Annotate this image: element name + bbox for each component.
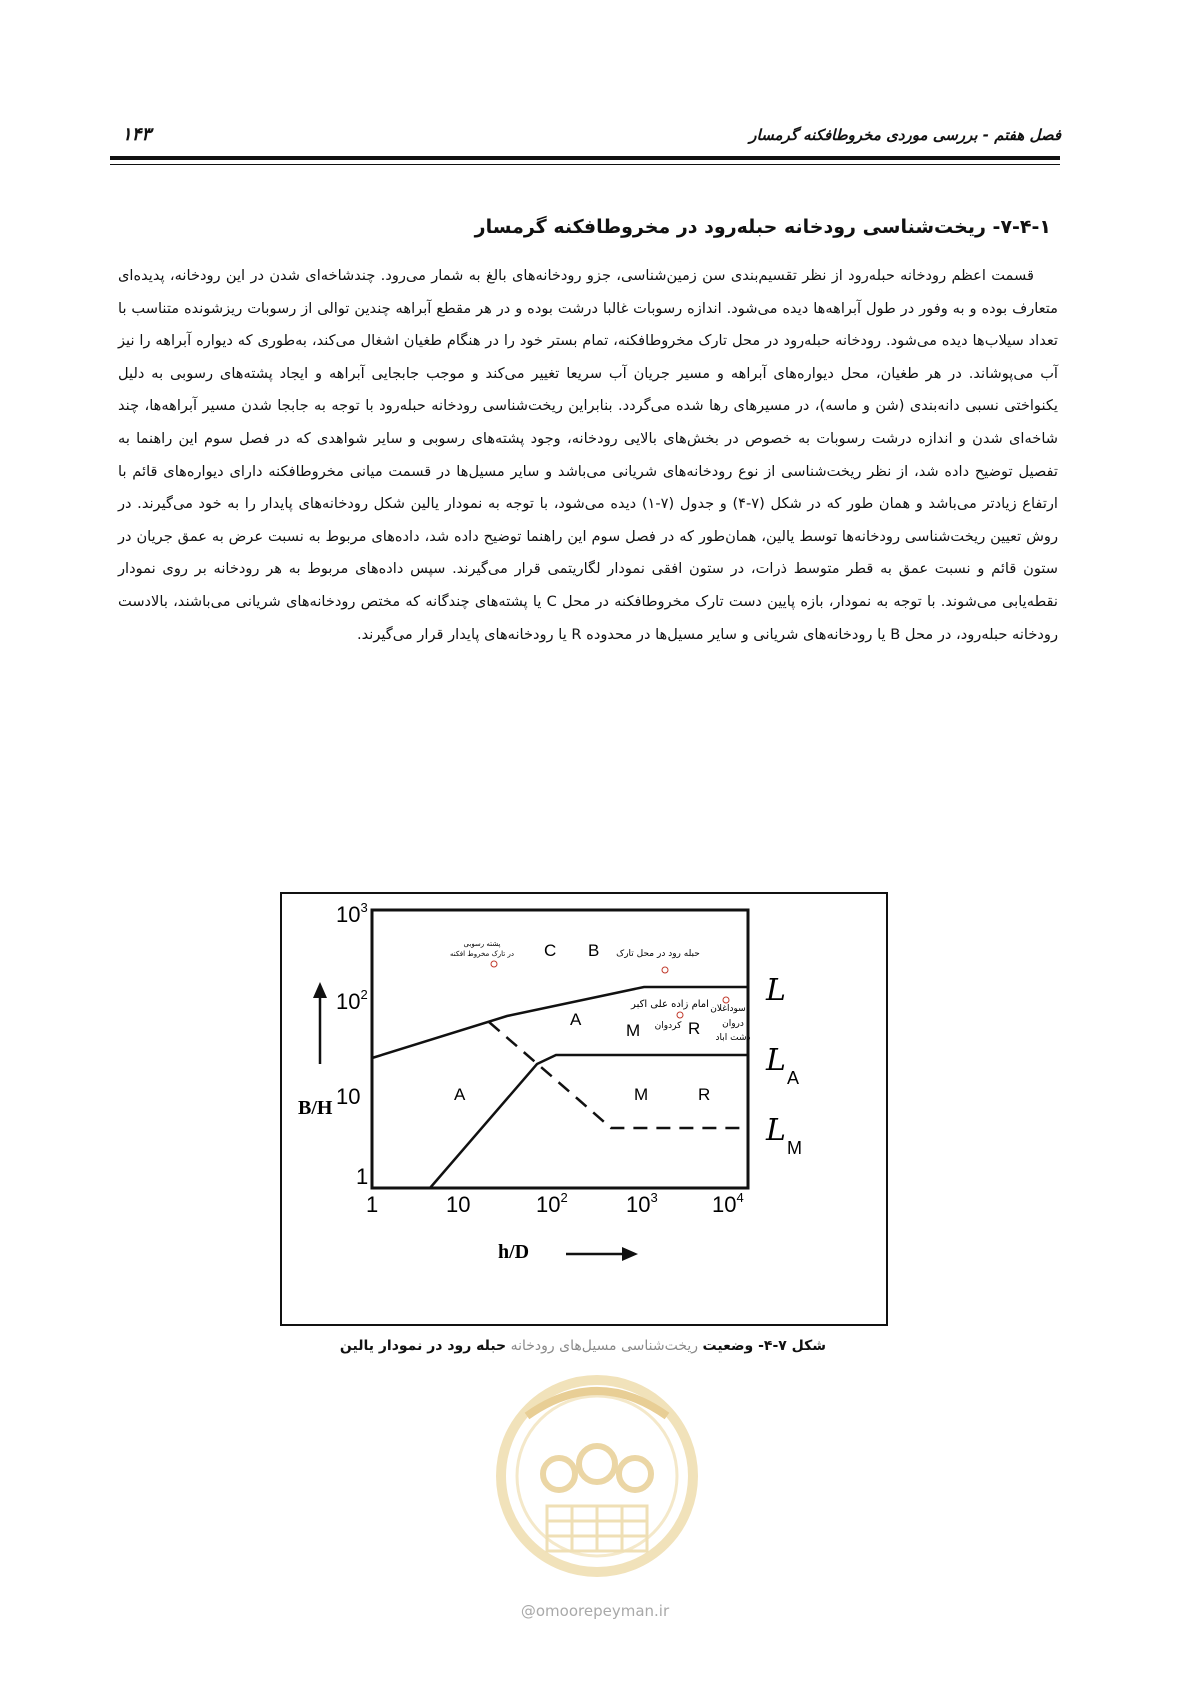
body-paragraph: قسمت اعظم رودخانه حبله‌رود از نظر تقسیم‌بندی سن زمین‌شناسی، جزو رودخانه‌های بالغ به شمار می‌رود. چندشاخه‌ای شدن در این رودخانه، پدیده‌ای متعارف بوده و به وفور در طول آبراهه‌ها دیده می‌شود. اندازه رسوبات غالبا درشت بوده و در هر مقطع آبراهه چندین توالی از رسوبات ریزشونده متناسب با تعداد سیلاب‌ها دیده می‌شود. رودخانه حبله‌رود در محل تارک مخروطافکنه، تمام بستر خود را در هنگام طغیان اشغال می‌کند، به‌طوری که دیواره آبراهه را نیز آب می‌پوشاند. در هر طغیان، محل دیواره‌های آبراهه و مسیر جریان آب سریعا تغییر می‌کند و موجب جابجایی آبراهه و ایجاد پشته‌های رسوبی به دلیل یکنواختی نسبی دانه‌بندی (شن و ماسه)، در مسیرهای رها شده می‌گردد. بنابراین ریخت‌شناسی رودخانه حبله‌رود با توجه به جابجا شدن مسیر آبراهه‌ها، چند شاخه‌ای شدن و اندازه درشت رسوبات به خصوص در بخش‌های بالایی رودخانه، وجود پشته‌های رسوبی و سایر شواهدی که در فصل سوم این راهنما به تفصیل توضیح داده شد، از نظر ریخت‌شناسی از نوع رودخانه‌های شریانی می‌باشد و سایر مسیل‌ها در قسمت میانی مخروطافکنه دارای دیواره‌های قائم با ارتفاع زیادتر می‌باشد و همان طور که در شکل (۷-۴) و جدول (۷-۱) دیده می‌شود، با توجه به نمودار یالین شکل رودخانه‌های پایدار را به خود می‌گیرند. در روش تعیین ریخت‌شناسی رودخانه‌ها توسط یالین، همان‌طور که در فصل سوم این راهنما توضیح داده شد، داده‌های مربوط به نسبت عرض به عمق جریان در ستون قائم و نسبت عمق به قطر متوسط ذرات، در ستون افقی نمودار لگاریتمی قرار می‌گیرند. سپس داده‌های مربوط به هر رودخانه بر روی نمودار نقطه‌یابی می‌شوند. با توجه به نمودار، بازه پایین دست تارک مخروطافکنه در محل C یا پشته‌های چندگانه که مختص رودخانه‌های شریانی می‌باشند، بالادست رودخانه حبله‌رود، در محل B یا رودخانه‌های شریانی و سایر مسیل‌ها در محدوده R یا رودخانه‌های پایدار قرار می‌گیرند.: [118, 267, 1058, 643]
x-tick-10: 10: [446, 1192, 471, 1217]
region-label-M-lower: M: [634, 1085, 649, 1104]
region-label-A-upper: A: [570, 1010, 582, 1029]
line-label-LM-subscript: M: [787, 1138, 802, 1158]
yalin-diagram: [282, 894, 886, 1324]
region-label-B: B: [588, 941, 600, 960]
watermark-gear-right: [619, 1458, 651, 1490]
watermark-url: @omoorepeyman.ir: [520, 1602, 670, 1620]
y-axis-arrow-head: [313, 982, 327, 998]
point-soudaghlan: [723, 997, 729, 1003]
region-label-A-lower: A: [454, 1085, 466, 1104]
point-imamzadeh: [677, 1012, 683, 1018]
region-label-M-upper: M: [626, 1021, 641, 1040]
watermark-gear-left: [543, 1458, 575, 1490]
header-rule-thick: [110, 156, 1060, 160]
x-tick-1000: $10^3$: [626, 1190, 658, 1217]
y-tick-10: 10: [336, 1084, 361, 1109]
annotation-sediment-bars-2: در تارک مخروط افکنه: [450, 950, 514, 958]
line-label-LM: L: [766, 1113, 786, 1148]
boundary-line-LA: [430, 1055, 748, 1188]
y-tick-1000: $10^3$: [336, 900, 368, 927]
section-heading: ۷-۴-۱- ریخت‌شناسی رودخانه حبله‌رود در مخروطافکنه گرمسار: [474, 216, 1051, 238]
caption-light-part: ریخت‌شناسی مسیل‌های رودخانه: [506, 1338, 703, 1354]
annotation-soudaghlan: سوداغلان: [710, 1004, 746, 1014]
annotation-imamzadeh: امام زاده علی اکبر: [631, 999, 709, 1010]
point-sediment-bars: [491, 961, 497, 967]
annotation-habl-rud-apex: حبله رود در محل تارک: [616, 949, 700, 959]
line-label-LA-subscript: A: [787, 1068, 800, 1088]
y-tick-100: $10^2$: [336, 987, 368, 1014]
yalin-diagram-figure: [280, 892, 888, 1326]
header-rule-thin: [110, 164, 1060, 165]
line-label-L: L: [766, 973, 786, 1008]
x-tick-1: 1: [366, 1192, 379, 1217]
x-axis-arrow-head: [622, 1247, 638, 1261]
annotation-darvan: دروان: [722, 1019, 744, 1029]
annotation-dasht-abad: دشت اباد: [715, 1033, 751, 1043]
caption-bold-part-2: حبله رود در نمودار یالین: [339, 1338, 507, 1354]
point-habl-rud-apex: [662, 967, 668, 973]
region-label-R-lower: R: [698, 1085, 711, 1104]
region-label-R-upper: R: [688, 1019, 701, 1038]
x-tick-10000: $10^4$: [712, 1190, 744, 1217]
line-label-LA: L: [766, 1043, 786, 1078]
annotation-kordvan: کردوان: [654, 1021, 682, 1031]
annotation-sediment-bars: پشته رسوبی: [463, 940, 501, 948]
figure-caption: [280, 1338, 886, 1354]
x-axis-label: h/D: [498, 1241, 530, 1263]
running-header-title: فصل هفتم - بررسی موردی مخروطافکنه گرمسار: [749, 126, 1061, 144]
caption-bold-part-1: شکل ۷-۴- وضعیت: [702, 1338, 827, 1354]
page-number: ۱۴۳: [122, 124, 152, 145]
watermark-gear-center: [579, 1446, 615, 1482]
x-tick-100: $10^2$: [536, 1190, 568, 1217]
y-axis-label: B/H: [298, 1097, 333, 1119]
watermark-seal-logo: [487, 1356, 707, 1596]
region-label-C: C: [544, 941, 557, 960]
watermark-grid: [547, 1506, 647, 1551]
y-tick-1: 1: [356, 1164, 369, 1189]
